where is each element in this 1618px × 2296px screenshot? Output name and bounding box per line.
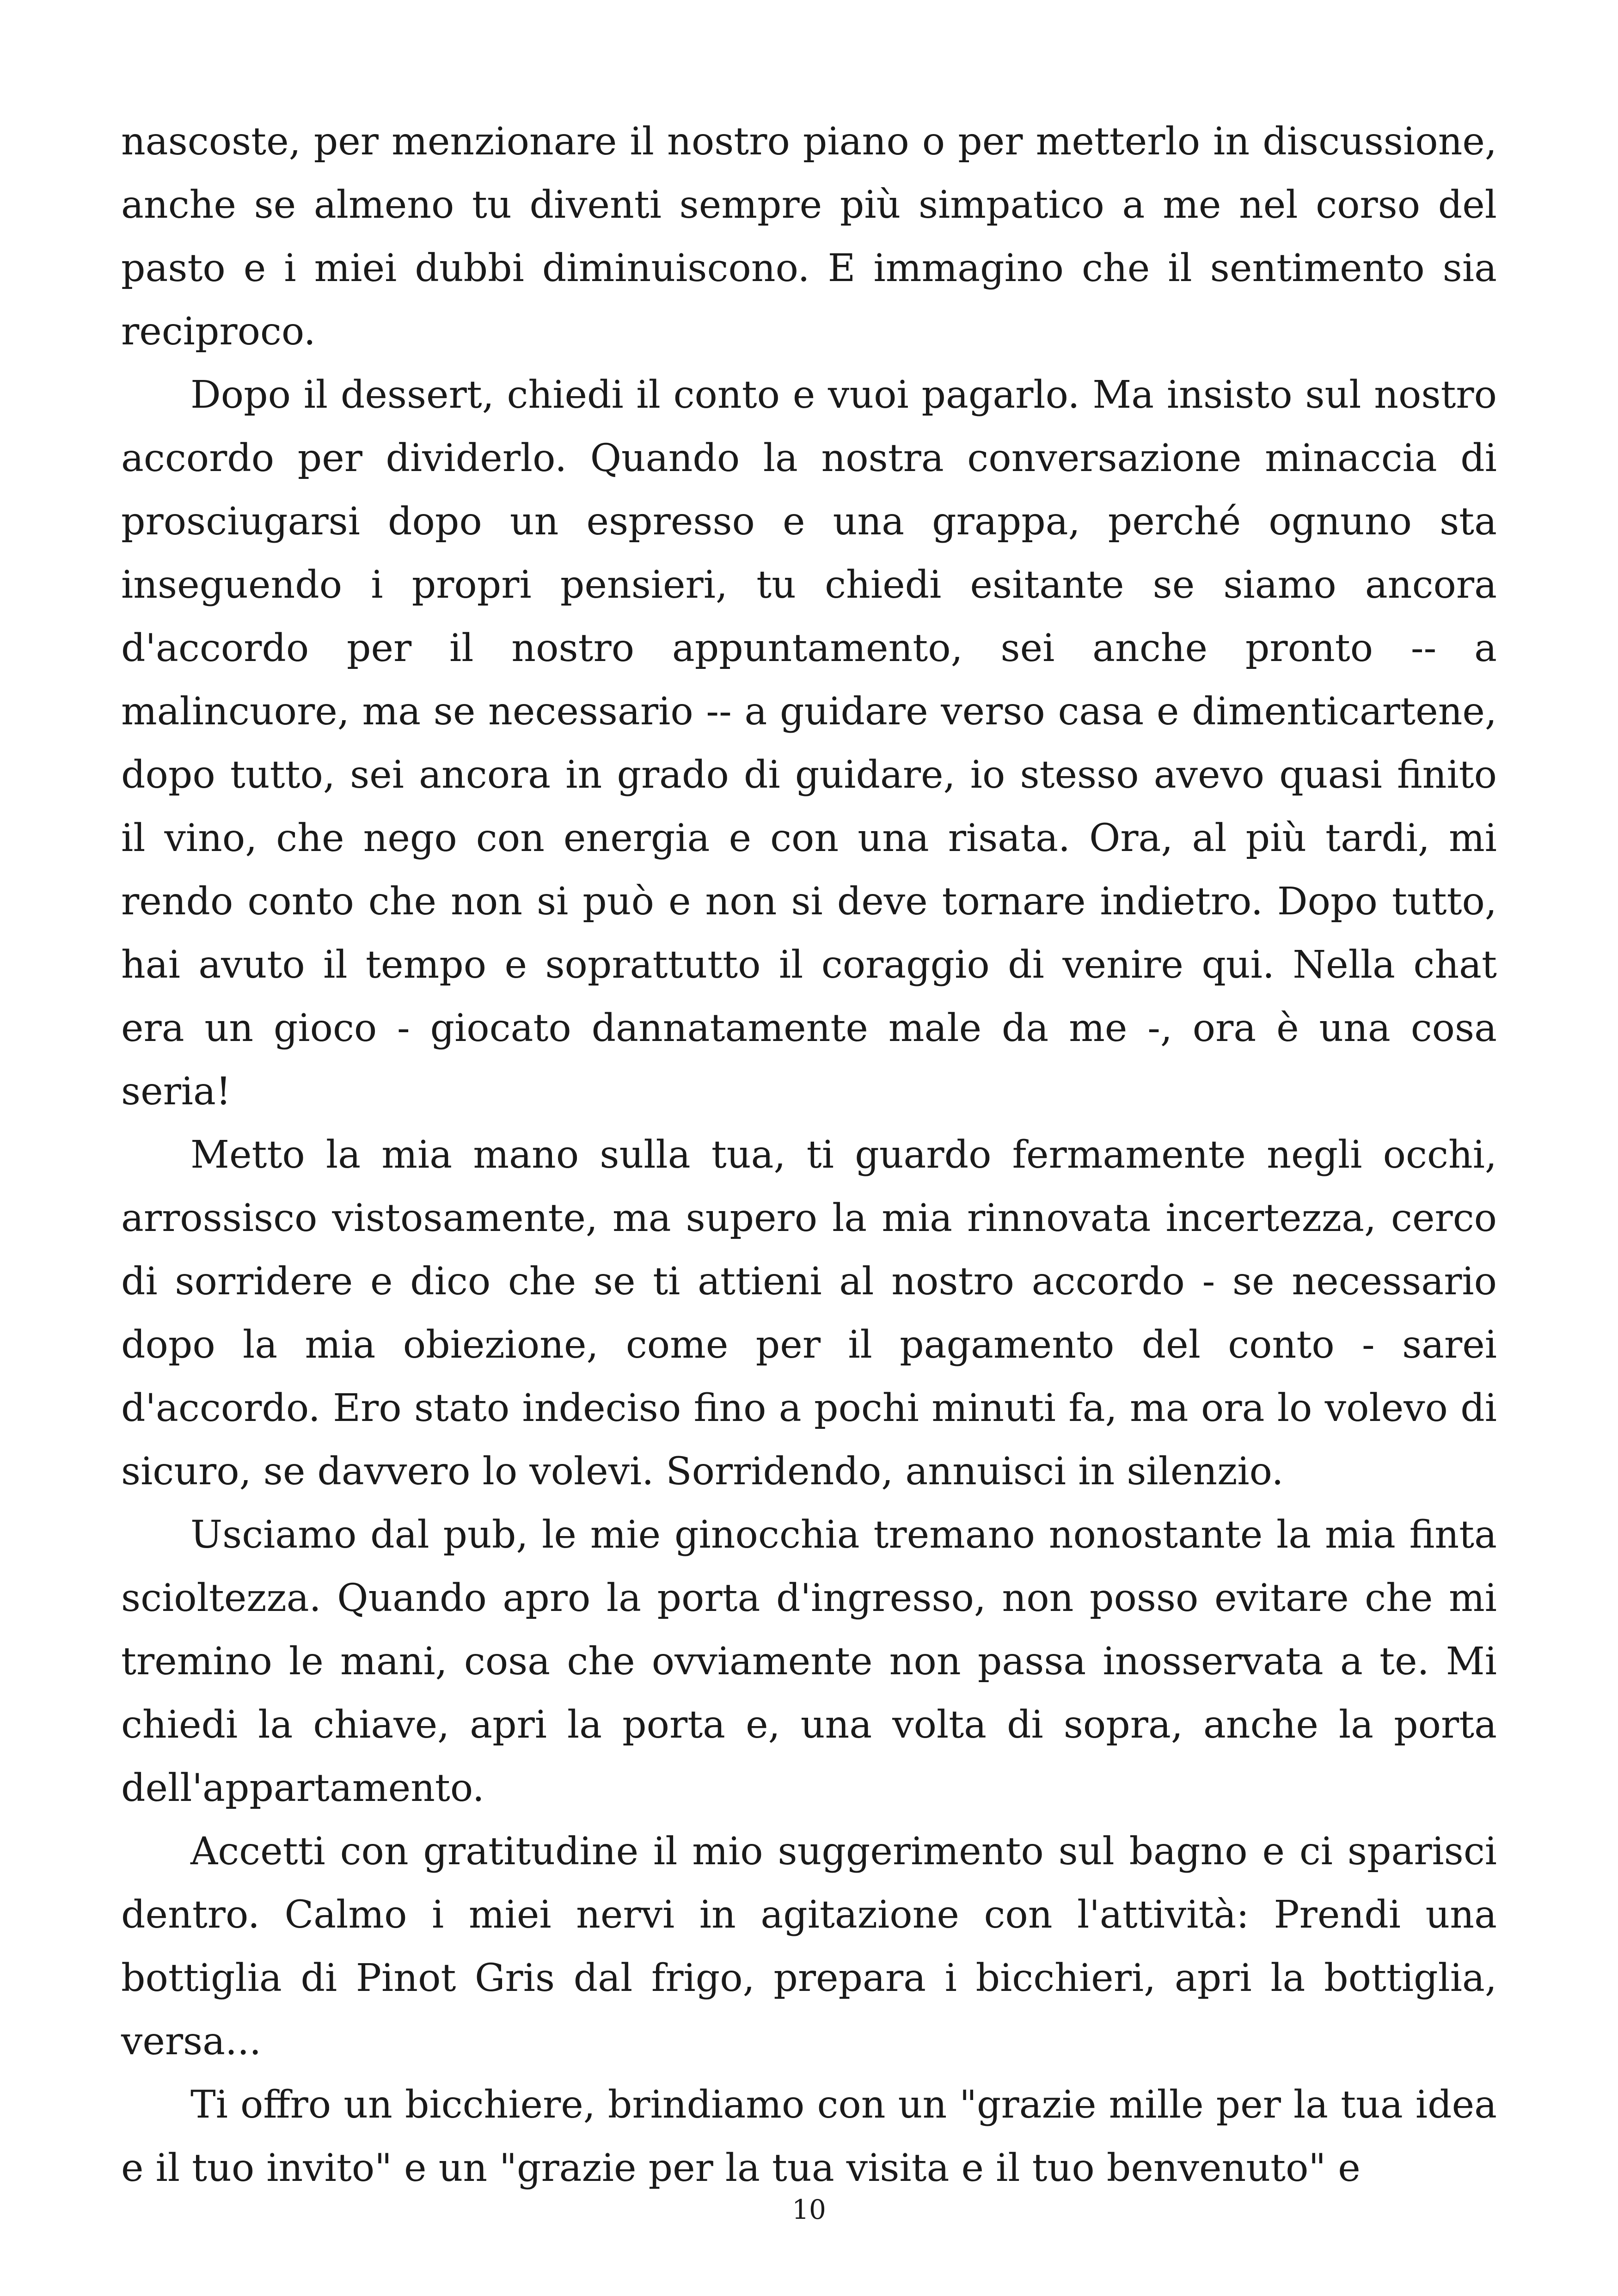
paragraph: Dopo il dessert, chiedi il conto e vuoi pagarlo. Ma insisto sul nostro accordo per dividerlo. Quando la nostra conversazione minaccia di prosciugarsi dopo un espresso e una grappa, perché ognuno sta inseguendo i propri pensieri, tu chiedi esitante se siamo ancora d'accordo per il nostro appuntamento, sei anche pronto -- a malincuore, ma se necessario -- a guidare verso casa e dimenticartene, dopo tutto, sei ancora in grado di guidare, io stesso avevo quasi finito il vino, che nego con energia e con una risata. Ora, al più tardi, mi rendo conto che non si può e non si deve tornare indietro. Dopo tutto, hai avuto il tempo e soprattutto il coraggio di venire qui. Nella chat era un gioco - giocato dannatamente male da me -, ora è una cosa seria!: [121, 373, 1497, 1114]
body-text: [121, 110, 1497, 2200]
paragraph: Metto la mia mano sulla tua, ti guardo fermamente negli occhi, arrossisco vistosamente, ma supero la mia rinnovata incertezza, cerco di sorridere e dico che se ti attieni al nostro accordo - se necessario dopo la mia obiezione, come per il pagamento del conto - sarei d'accordo. Ero stato indeciso fino a pochi minuti fa, ma ora lo volevo di sicuro, se davvero lo volevi. Sorridendo, annuisci in silenzio.: [121, 1133, 1497, 1494]
paragraph: Accetti con gratitudine il mio suggerimento sul bagno e ci sparisci dentro. Calmo i miei nervi in agitazione con l'attività: Prendi una bottiglia di Pinot Gris dal frigo, prepara i bicchieri, apri la bottiglia, versa...: [121, 1830, 1497, 2063]
paragraph: nascoste, per menzionare il nostro piano o per metterlo in discussione, anche se almeno tu diventi sempre più simpatico a me nel corso del pasto e i miei dubbi diminuiscono. E immagino che il sentimento sia reciproco.: [121, 120, 1497, 354]
page-number: 10: [792, 2194, 826, 2225]
paragraph-last: Ti offro un bicchiere, brindiamo con un "grazie mille per la tua idea e il tuo invito" e un "grazie per la tua visita e il tuo benvenuto" e: [121, 2083, 1497, 2190]
paragraph: Usciamo dal pub, le mie ginocchia tremano nonostante la mia finta scioltezza. Quando apro la porta d'ingresso, non posso evitare che mi tremino le mani, cosa che ovviamente non passa inosservata a te. Mi chiedi la chiave, apri la porta e, una volta di sopra, anche la porta dell'appartamento.: [121, 1513, 1497, 1810]
